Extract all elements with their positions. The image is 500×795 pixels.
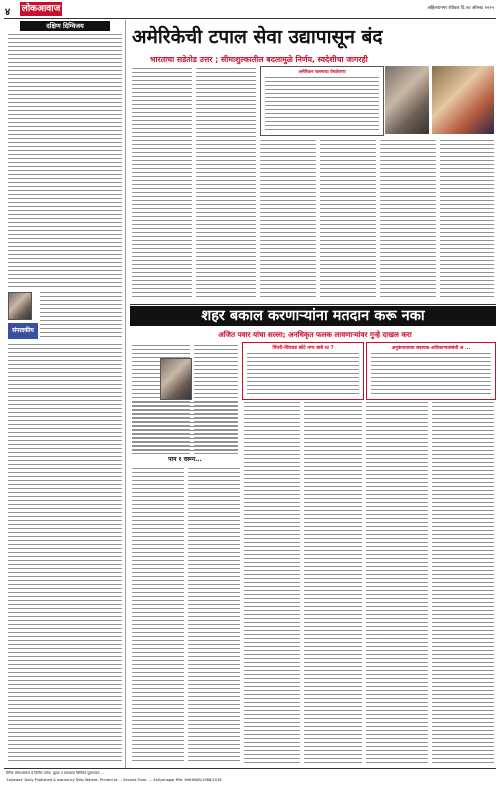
article-col-6: [440, 140, 494, 300]
article-col-3: [260, 140, 316, 300]
footer-line-2: 'Lokawaz' Daily Published & owned by Dilip Wartak, Printed at ... Second Floor, ... Ahilyanagar RNI: MAHMAR/1988/2016: [6, 778, 222, 782]
left-column-text: [8, 34, 122, 290]
red-box: [242, 342, 364, 400]
lower-col-6: [432, 402, 494, 764]
lower-col-5: [366, 402, 428, 764]
inset-box-text: [265, 77, 379, 133]
second-headline: शहर बकाल करणाऱ्यांना मतदान करू नका: [130, 306, 496, 326]
lower-col-4: [304, 402, 362, 764]
red-box-text: [247, 353, 359, 397]
lower-col-1: [132, 468, 184, 764]
masthead-rule: [4, 18, 496, 19]
red-box-title: पिंपरी-चिंचवड छोटे नगर बाबे रट ?: [272, 346, 334, 351]
main-subheadline: भारताचा सडेतोड उत्तर ; सीमाशुल्कातील बदलामुळे निर्णय, स्वदेशीचा जागरही: [150, 55, 368, 64]
footer-line-1: दैनिक लोकआवाज हे दिलीप वर्तक, मुद्रक व प्रकाशक लिमिटेड मुद्रणालय ...: [6, 771, 104, 775]
left-column-text-2: [40, 292, 122, 340]
left-column-title: दक्षिण दिग्विजय: [20, 21, 110, 31]
second-subheadline: अजित पवार यांचा सल्ला; अनधिकृत फलक लावणाऱ्यांवर गुन्हे दाखल करा: [218, 330, 412, 339]
right-box-text: [371, 353, 491, 397]
lower-col-2: [188, 468, 240, 764]
photo-trump: [432, 66, 494, 134]
main-headline: अमेरिकेची टपाल सेवा उद्यापासून बंद: [132, 26, 383, 48]
date-line: अहिल्यानगर रविवार दि.२४ ऑगस्ट २०२५: [427, 6, 494, 11]
pawar-photo: [160, 358, 192, 400]
column-divider: [125, 20, 126, 768]
page-number: ४: [5, 7, 11, 18]
right-box: [366, 342, 496, 400]
inset-box: [260, 66, 384, 136]
author-photo: [8, 292, 32, 320]
article-col-1: [132, 68, 192, 300]
mid-col-text-a: [132, 402, 238, 452]
right-box-title: अनुकंपाधारक सहायक-अधिकार्‍यासंबंधी अ ...: [391, 346, 471, 351]
photo-modi: [385, 66, 429, 134]
mid-box-title: पान १ वरून...: [168, 456, 202, 463]
inset-box-title: अमेरिकन चलनाचा वेगळेपणा: [298, 70, 346, 75]
masthead-logo: लोकआवाज: [21, 4, 61, 14]
sidebar-ad: संपादकीय: [8, 323, 38, 339]
article-col-2: [196, 68, 256, 300]
section-rule: [130, 304, 496, 305]
article-col-4: [320, 140, 376, 300]
footer-rule: [4, 768, 496, 769]
article-col-5: [380, 140, 436, 300]
lower-col-3: [244, 402, 300, 764]
left-column-text-3: [8, 344, 122, 764]
